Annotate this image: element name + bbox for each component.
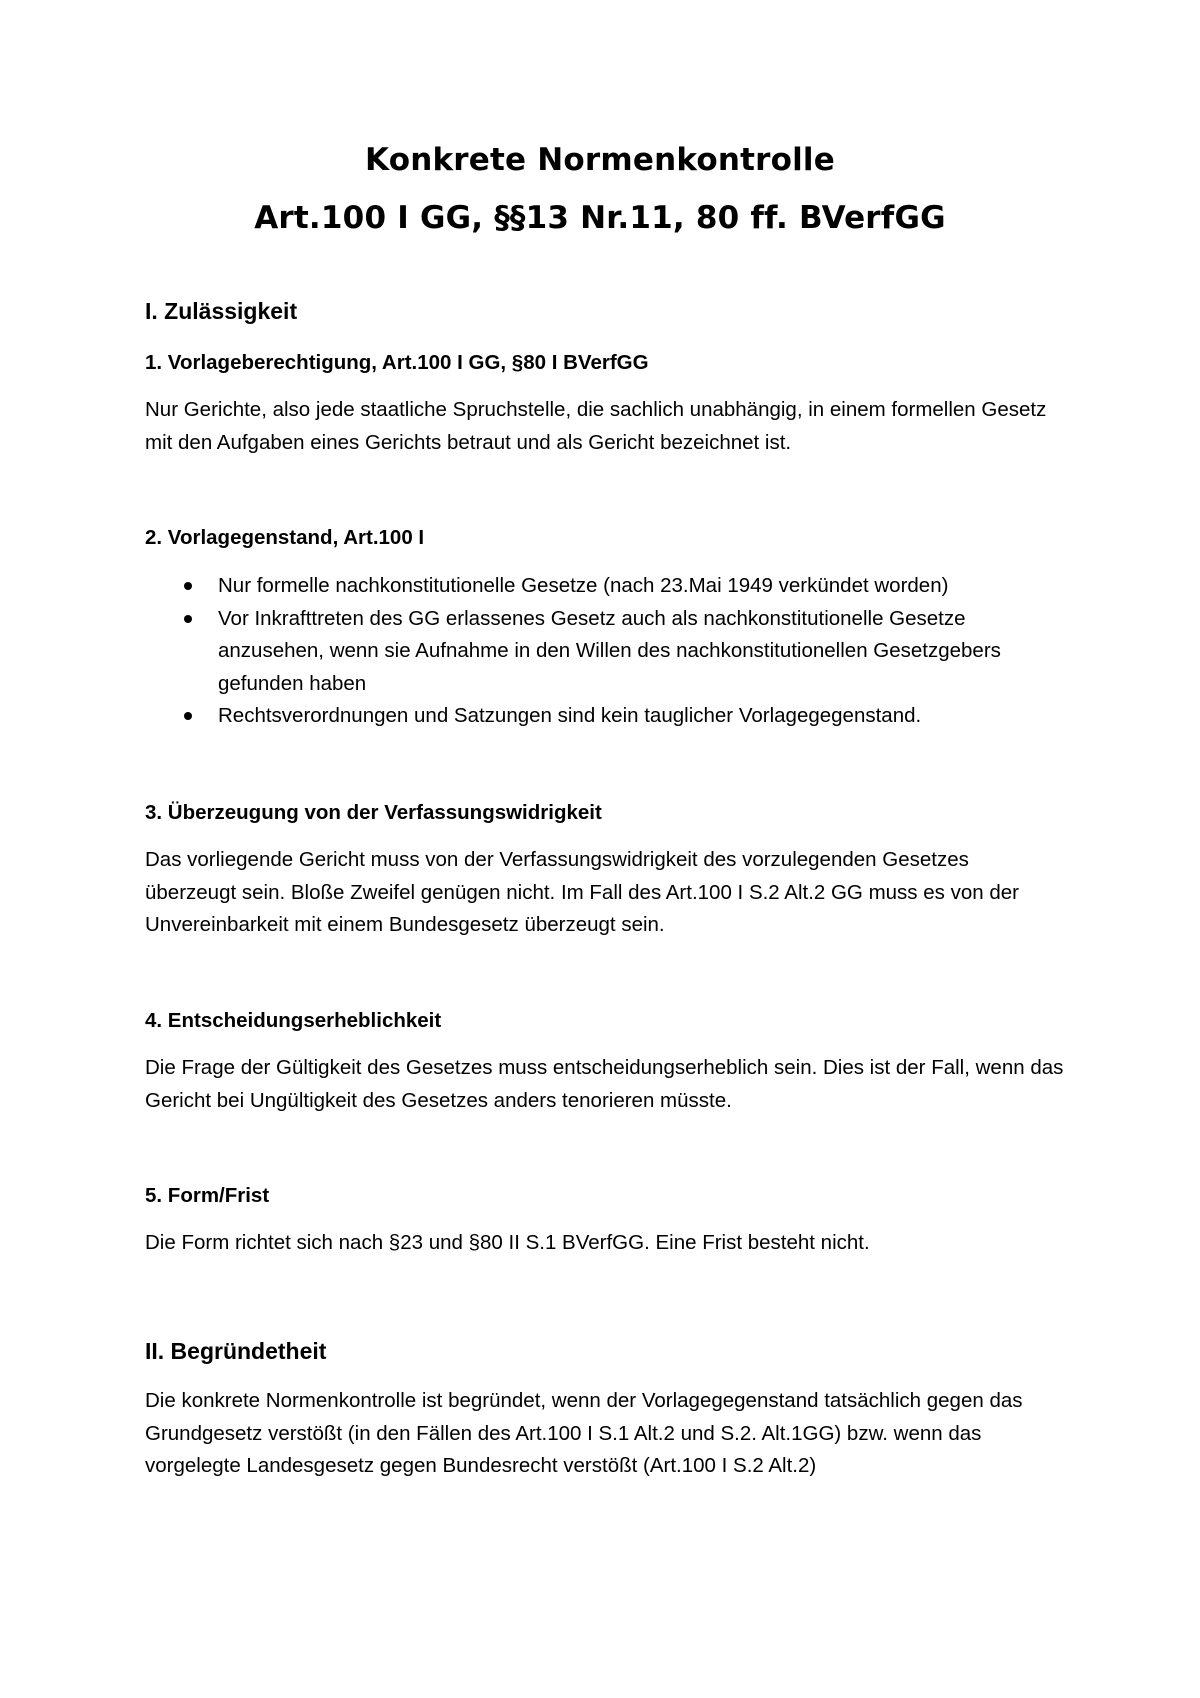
- subheading-entscheidungserheblichkeit: 4. Entscheidungserheblichkeit: [145, 1009, 442, 1032]
- paragraph-begruendetheit: Die konkrete Normenkontrolle ist begründet, wenn der Vorlagegegenstand tatsächlich gegen das Grundgesetz verstößt (in den Fällen des Art.100 I S.1 Alt.2 und S.2. Alt.1GG) bzw. wenn das vorgelegte Landesgesetz gegen Bundesrecht verstößt (Art.100 I S.2 Alt.2): [145, 1389, 1023, 1477]
- paragraph-form-frist: Die Form richtet sich nach §23 und §80 II S.1 BVerfGG. Eine Frist besteht nicht.: [145, 1231, 870, 1254]
- document-subtitle: Art.100 I GG, §§13 Nr.11, 80 ff. BVerfGG: [254, 200, 946, 236]
- paragraph-vorlageberechtigung: Nur Gerichte, also jede staatliche Spruchstelle, die sachlich unabhängig, in einem formellen Gesetz mit den Aufgaben eines Gerichts betraut und als Gericht bezeichnet ist.: [145, 398, 1047, 454]
- list-item: [145, 603, 1065, 701]
- bullet-list-vorlagegenstand: [145, 570, 1065, 733]
- paragraph-entscheidungserheblichkeit: Die Frage der Gültigkeit des Gesetzes muss entscheidungserheblich sein. Dies ist der Fall, wenn das Gericht bei Ungültigkeit des Gesetzes anders tenorieren müsste.: [145, 1056, 1064, 1112]
- subheading-vorlageberechtigung: 1. Vorlageberechtigung, Art.100 I GG, §80 I BVerfGG: [145, 351, 649, 374]
- list-item: [145, 570, 1065, 603]
- document-title: Konkrete Normenkontrolle: [365, 142, 835, 178]
- section-heading-begruendetheit: II. Begründetheit: [145, 1338, 327, 1364]
- list-item-text: Rechtsverordnungen und Satzungen sind kein tauglicher Vorlagegegenstand.: [218, 704, 922, 727]
- subheading-ueberzeugung: 3. Überzeugung von der Verfassungswidrigkeit: [145, 801, 602, 824]
- list-item-text: Vor Inkrafttreten des GG erlassenes Gesetz auch als nachkonstitutionelle Gesetze anzusehen, wenn sie Aufnahme in den Willen des nachkonstitutionellen Gesetzgebers gefunden haben: [218, 606, 1001, 695]
- section-heading-zulaessigkeit: I. Zulässigkeit: [145, 298, 298, 324]
- subheading-form-frist: 5. Form/Frist: [145, 1184, 270, 1207]
- list-item-text: Nur formelle nachkonstitutionelle Gesetze (nach 23.Mai 1949 verkündet worden): [218, 574, 949, 597]
- list-item: [145, 700, 1065, 733]
- bullet-icon: [184, 615, 192, 623]
- bullet-icon: [184, 582, 192, 590]
- paragraph-ueberzeugung: Das vorliegende Gericht muss von der Verfassungswidrigkeit des vorzulegenden Gesetzes überzeugt sein. Bloße Zweifel genügen nicht. Im Fall des Art.100 I S.2 Alt.2 GG muss es von der Unvereinbarkeit mit einem Bundesgesetz überzeugt sein.: [145, 848, 1019, 936]
- bullet-icon: [184, 712, 192, 720]
- subheading-vorlagegenstand: 2. Vorlagegenstand, Art.100 I: [145, 526, 425, 549]
